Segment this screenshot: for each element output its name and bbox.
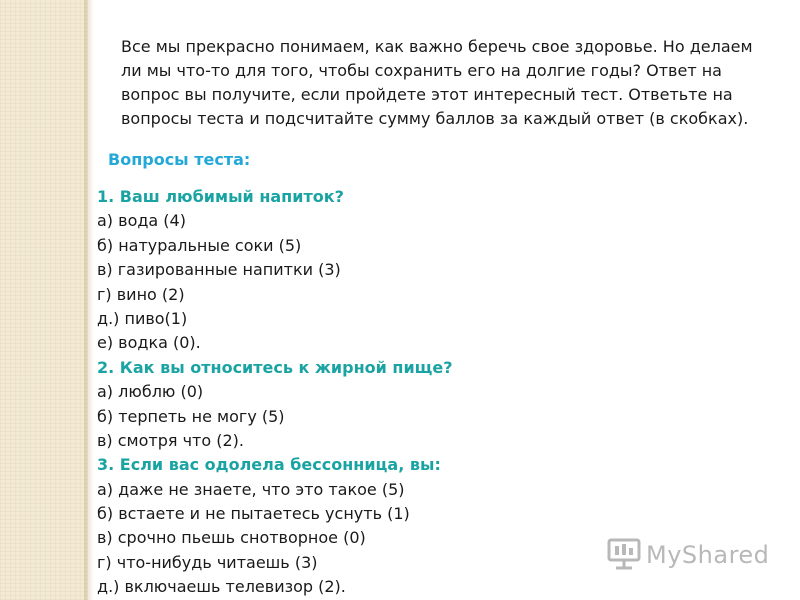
answer-3e: д.) включаешь телевизор (2).: [97, 577, 346, 597]
answer-2a: а) люблю (0): [97, 382, 204, 402]
answer-3a: а) даже не знаете, что это такое (5): [97, 479, 405, 499]
answer-1c: в) газированные напитки (3): [97, 260, 341, 280]
question-1: 1. Ваш любимый напиток?: [97, 187, 344, 206]
answer-1e: д.) пиво(1): [97, 308, 188, 328]
answer-1b: б) натуральные соки (5): [97, 235, 302, 255]
myshared-watermark: [606, 535, 770, 575]
question-2: 2. Как вы относитесь к жирной пище?: [97, 357, 453, 377]
answer-2b: б) терпеть не могу (5): [97, 406, 285, 426]
answer-3d: г) что-нибудь читаешь (3): [97, 552, 318, 572]
side-band-edge: [84, 0, 94, 600]
intro-paragraph: Все мы прекрасно понимаем, как важно беречь свое здоровье. Но делаем ли мы что-то для того, чтобы сохранить его на долгие годы? Ответ на вопрос вы получите, если пройдете этот интересный тест. Ответьте на вопросы теста и подсчитайте сумму баллов за каждый ответ (в скобках).: [121, 37, 753, 128]
answer-3b: б) встаете и не пытаетесь уснуть (1): [97, 504, 410, 524]
decorative-side-band: [0, 0, 88, 600]
answer-1f: е) водка (0).: [97, 333, 201, 353]
answer-2c: в) смотря что (2).: [97, 430, 244, 450]
watermark-text: MyShared: [646, 541, 770, 569]
questions-list: [97, 185, 597, 600]
presentation-board-icon: [606, 535, 642, 575]
answer-1d: г) вино (2): [97, 284, 185, 304]
question-3: 3. Если вас одолела бессонница, вы:: [97, 455, 441, 475]
questions-heading: Вопросы теста:: [108, 150, 251, 169]
answer-3c: в) срочно пьешь снотворное (0): [97, 528, 366, 548]
answer-1a: а) вода (4): [97, 211, 186, 231]
